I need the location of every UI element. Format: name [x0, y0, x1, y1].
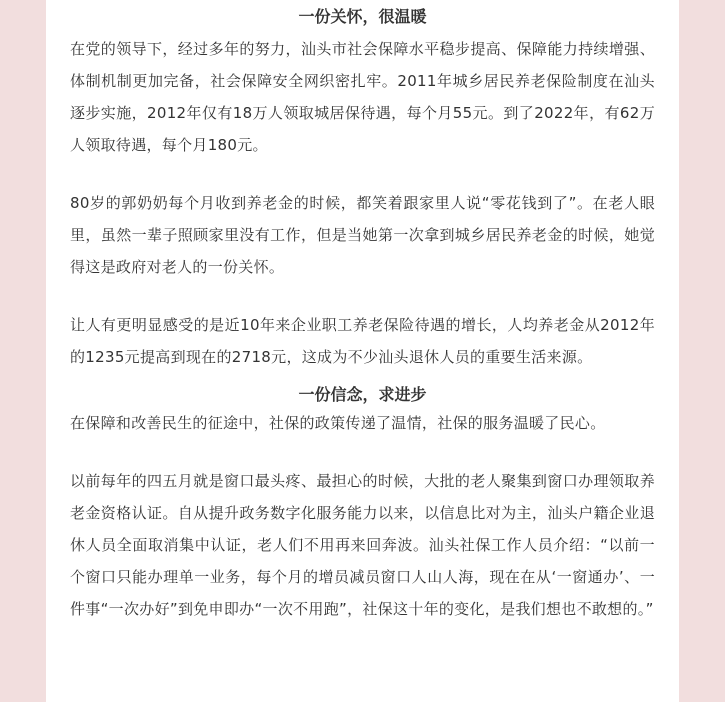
left-decorative-panel [0, 0, 46, 702]
paragraph-window-service: 以前每年的四五月就是窗口最头疼、最担心的时候，大批的老人聚集到窗口办理领取养老金资格认证。自从提升政务数字化服务能力以来，以信息比对为主，汕头户籍企业退休人员全面取消集中认证，老人们不用再来回奔波。汕头社保工作人员介绍：“以前一个窗口只能办理单一业务，每个月的增员减员窗口人山人海，现在在从‘一窗通办’、一件事“一次办好”到免申即办“一次不用跑”，社保这十年的变化，是我们想也不敢想的。” [70, 472, 655, 618]
paragraph-pension-growth: 让人有更明显感受的是近10年来企业职工养老保险待遇的增长，人均养老金从2012年的1235元提高到现在的2718元，这成为不少汕头退休人员的重要生活来源。 [70, 316, 655, 366]
section-title-belief: 一份信念，求进步 [298, 385, 427, 404]
paragraph-livelihood: 在保障和改善民生的征途中，社保的政策传递了温情，社保的服务温暖了民心。 [70, 414, 606, 432]
right-decorative-panel [679, 0, 725, 702]
section-title-care: 一份关怀，很温暖 [298, 7, 427, 26]
paragraph-social-security-progress: 在党的领导下，经过多年的努力，汕头市社会保障水平稳步提高、保障能力持续增强、体制机制更加完备，社会保障安全网织密扎牢。2011年城乡居民养老保险制度在汕头逐步实施，2012年仅有18万人领取城居保待遇，每个月55元。到了2022年，有62万人领取待遇，每个月180元。 [70, 40, 655, 154]
paragraph-grandma-guo: 80岁的郭奶奶每个月收到养老金的时候，都笑着跟家里人说“零花钱到了”。在老人眼里，虽然一辈子照顾家里没有工作，但是当她第一次拿到城乡居民养老金的时候，她觉得这是政府对老人的一份关怀。 [70, 194, 655, 276]
article-body [46, 0, 679, 702]
